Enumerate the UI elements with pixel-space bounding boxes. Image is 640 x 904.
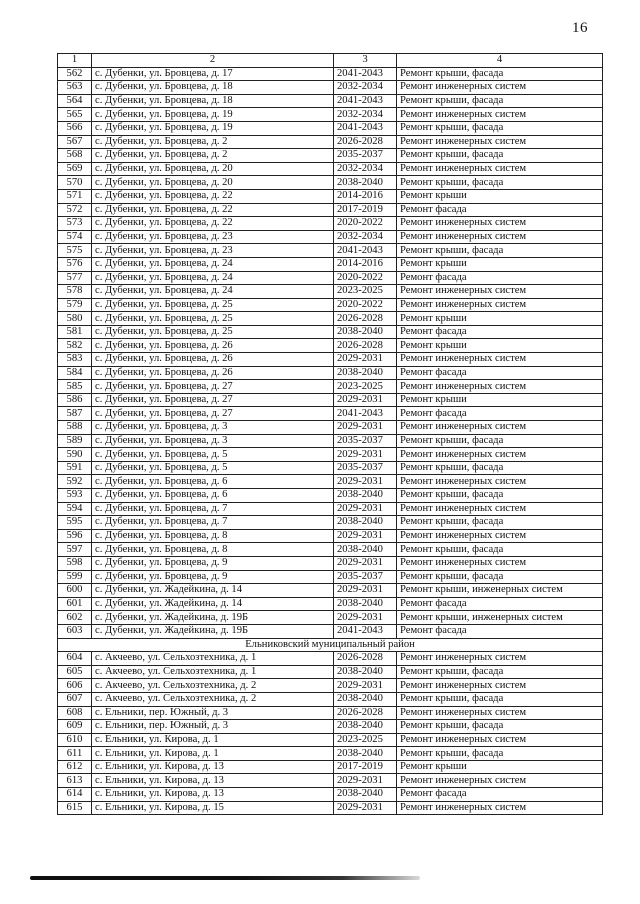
table-row [58, 597, 603, 611]
address-cell: с. Дубенки, ул. Бровцева, д. 26 [92, 366, 334, 380]
work-type-cell: Ремонт инженерных систем [397, 230, 603, 244]
row-number-cell: 576 [58, 257, 92, 271]
table-row [58, 298, 603, 312]
work-type-cell: Ремонт крыши, фасада [397, 489, 603, 503]
address-cell: с. Дубенки, ул. Бровцева, д. 25 [92, 312, 334, 326]
row-number-cell: 607 [58, 692, 92, 706]
table-row [58, 489, 603, 503]
address-cell: с. Дубенки, ул. Бровцева, д. 22 [92, 189, 334, 203]
bottom-rule [30, 876, 420, 880]
row-number-cell: 584 [58, 366, 92, 380]
row-number-cell: 592 [58, 475, 92, 489]
address-cell: с. Дубенки, ул. Бровцева, д. 25 [92, 325, 334, 339]
address-cell: с. Дубенки, ул. Жадейкина, д. 14 [92, 597, 334, 611]
period-cell: 2032-2034 [334, 162, 397, 176]
address-cell: с. Дубенки, ул. Бровцева, д. 25 [92, 298, 334, 312]
row-number-cell: 585 [58, 380, 92, 394]
work-type-cell: Ремонт крыши, фасада [397, 543, 603, 557]
table-row [58, 706, 603, 720]
table-row [58, 584, 603, 598]
address-cell: с. Ельники, пер. Южный, д. 3 [92, 706, 334, 720]
table-row [58, 611, 603, 625]
address-cell: с. Ельники, ул. Кирова, д. 15 [92, 801, 334, 815]
row-number-cell: 573 [58, 217, 92, 231]
row-number-cell: 579 [58, 298, 92, 312]
address-cell: с. Ельники, пер. Южный, д. 3 [92, 720, 334, 734]
table-row [58, 271, 603, 285]
address-cell: с. Дубенки, ул. Бровцева, д. 9 [92, 570, 334, 584]
table-row [58, 325, 603, 339]
row-number-cell: 568 [58, 149, 92, 163]
work-type-cell: Ремонт крыши [397, 760, 603, 774]
row-number-cell: 612 [58, 760, 92, 774]
work-type-cell: Ремонт крыши [397, 189, 603, 203]
table-row [58, 760, 603, 774]
work-type-cell: Ремонт крыши, фасада [397, 461, 603, 475]
work-type-cell: Ремонт фасада [397, 624, 603, 638]
work-type-cell: Ремонт инженерных систем [397, 652, 603, 666]
table-row [58, 339, 603, 353]
period-cell: 2038-2040 [334, 325, 397, 339]
table-row [58, 94, 603, 108]
work-type-cell: Ремонт крыши [397, 312, 603, 326]
period-cell: 2032-2034 [334, 108, 397, 122]
period-cell: 2038-2040 [334, 489, 397, 503]
period-cell: 2035-2037 [334, 434, 397, 448]
row-number-cell: 566 [58, 121, 92, 135]
address-cell: с. Ельники, ул. Кирова, д. 1 [92, 747, 334, 761]
period-cell: 2041-2043 [334, 407, 397, 421]
row-number-cell: 615 [58, 801, 92, 815]
address-cell: с. Дубенки, ул. Бровцева, д. 8 [92, 543, 334, 557]
work-type-cell: Ремонт инженерных систем [397, 448, 603, 462]
table-row [58, 461, 603, 475]
work-type-cell: Ремонт крыши [397, 339, 603, 353]
address-cell: с. Дубенки, ул. Бровцева, д. 7 [92, 516, 334, 530]
row-number-cell: 578 [58, 285, 92, 299]
table-row [58, 366, 603, 380]
work-type-cell: Ремонт крыши [397, 393, 603, 407]
address-cell: с. Акчеево, ул. Сельхозтехника, д. 2 [92, 692, 334, 706]
work-type-cell: Ремонт инженерных систем [397, 679, 603, 693]
period-cell: 2038-2040 [334, 665, 397, 679]
period-cell: 2023-2025 [334, 733, 397, 747]
table-row [58, 244, 603, 258]
section-heading-group [58, 638, 603, 652]
row-number-cell: 588 [58, 421, 92, 435]
row-number-cell: 613 [58, 774, 92, 788]
row-number-cell: 564 [58, 94, 92, 108]
row-number-cell: 570 [58, 176, 92, 190]
period-cell: 2029-2031 [334, 611, 397, 625]
row-number-cell: 605 [58, 665, 92, 679]
table-body-elnikovsky [58, 652, 603, 815]
table-row [58, 81, 603, 95]
table-row [58, 421, 603, 435]
address-cell: с. Дубенки, ул. Бровцева, д. 20 [92, 162, 334, 176]
address-cell: с. Дубенки, ул. Бровцева, д. 6 [92, 489, 334, 503]
row-number-cell: 598 [58, 556, 92, 570]
table-row [58, 556, 603, 570]
address-cell: с. Ельники, ул. Кирова, д. 13 [92, 774, 334, 788]
address-cell: с. Дубенки, ул. Бровцева, д. 20 [92, 176, 334, 190]
period-cell: 2029-2031 [334, 448, 397, 462]
period-cell: 2026-2028 [334, 339, 397, 353]
work-type-cell: Ремонт фасада [397, 271, 603, 285]
row-number-cell: 562 [58, 67, 92, 81]
column-header-3: 3 [334, 54, 397, 68]
work-type-cell: Ремонт инженерных систем [397, 801, 603, 815]
period-cell: 2035-2037 [334, 570, 397, 584]
work-type-cell: Ремонт крыши, фасада [397, 67, 603, 81]
column-header-2: 2 [92, 54, 334, 68]
row-number-cell: 597 [58, 543, 92, 557]
address-cell: с. Дубенки, ул. Бровцева, д. 27 [92, 380, 334, 394]
table-row [58, 285, 603, 299]
address-cell: с. Дубенки, ул. Бровцева, д. 19 [92, 108, 334, 122]
address-cell: с. Дубенки, ул. Бровцева, д. 5 [92, 461, 334, 475]
work-type-cell: Ремонт фасада [397, 366, 603, 380]
page-number: 16 [572, 20, 588, 36]
table-row [58, 624, 603, 638]
table-row [58, 570, 603, 584]
row-number-cell: 606 [58, 679, 92, 693]
period-cell: 2023-2025 [334, 285, 397, 299]
work-type-cell: Ремонт фасада [397, 788, 603, 802]
work-type-cell: Ремонт инженерных систем [397, 217, 603, 231]
table-row [58, 475, 603, 489]
work-type-cell: Ремонт инженерных систем [397, 706, 603, 720]
work-type-cell: Ремонт инженерных систем [397, 774, 603, 788]
period-cell: 2035-2037 [334, 461, 397, 475]
table-row [58, 162, 603, 176]
address-cell: с. Дубенки, ул. Бровцева, д. 6 [92, 475, 334, 489]
period-cell: 2026-2028 [334, 135, 397, 149]
table-row [58, 121, 603, 135]
row-number-cell: 587 [58, 407, 92, 421]
row-number-cell: 589 [58, 434, 92, 448]
table-row [58, 312, 603, 326]
table-row [58, 774, 603, 788]
row-number-cell: 574 [58, 230, 92, 244]
address-cell: с. Дубенки, ул. Бровцева, д. 24 [92, 257, 334, 271]
work-type-cell: Ремонт инженерных систем [397, 353, 603, 367]
row-number-cell: 577 [58, 271, 92, 285]
period-cell: 2041-2043 [334, 121, 397, 135]
table-row [58, 203, 603, 217]
row-number-cell: 601 [58, 597, 92, 611]
address-cell: с. Дубенки, ул. Бровцева, д. 9 [92, 556, 334, 570]
work-type-cell: Ремонт фасада [397, 407, 603, 421]
row-number-cell: 610 [58, 733, 92, 747]
address-cell: с. Дубенки, ул. Бровцева, д. 3 [92, 434, 334, 448]
table-row [58, 529, 603, 543]
period-cell: 2029-2031 [334, 502, 397, 516]
row-number-cell: 572 [58, 203, 92, 217]
table-row [58, 217, 603, 231]
section-title: Ельниковский муниципальный район [58, 638, 603, 652]
address-cell: с. Дубенки, ул. Жадейкина, д. 19Б [92, 611, 334, 625]
section-row [58, 638, 603, 652]
address-cell: с. Дубенки, ул. Жадейкина, д. 19Б [92, 624, 334, 638]
address-cell: с. Дубенки, ул. Бровцева, д. 18 [92, 81, 334, 95]
table-row [58, 720, 603, 734]
table-row [58, 733, 603, 747]
row-number-cell: 595 [58, 516, 92, 530]
table-row [58, 176, 603, 190]
address-cell: с. Дубенки, ул. Бровцева, д. 27 [92, 407, 334, 421]
address-cell: с. Акчеево, ул. Сельхозтехника, д. 1 [92, 665, 334, 679]
period-cell: 2020-2022 [334, 217, 397, 231]
period-cell: 2017-2019 [334, 203, 397, 217]
table-row [58, 543, 603, 557]
work-type-cell: Ремонт крыши, фасада [397, 720, 603, 734]
table-row [58, 189, 603, 203]
address-cell: с. Ельники, ул. Кирова, д. 1 [92, 733, 334, 747]
period-cell: 2038-2040 [334, 747, 397, 761]
period-cell: 2014-2016 [334, 189, 397, 203]
work-type-cell: Ремонт крыши, инженерных систем [397, 584, 603, 598]
period-cell: 2029-2031 [334, 679, 397, 693]
row-number-cell: 571 [58, 189, 92, 203]
period-cell: 2041-2043 [334, 67, 397, 81]
work-type-cell: Ремонт инженерных систем [397, 380, 603, 394]
period-cell: 2014-2016 [334, 257, 397, 271]
table-row [58, 652, 603, 666]
table-row [58, 230, 603, 244]
period-cell: 2029-2031 [334, 421, 397, 435]
work-type-cell: Ремонт крыши, фасада [397, 665, 603, 679]
table-row [58, 257, 603, 271]
work-type-cell: Ремонт крыши, фасада [397, 747, 603, 761]
address-cell: с. Дубенки, ул. Бровцева, д. 22 [92, 217, 334, 231]
period-cell: 2038-2040 [334, 366, 397, 380]
period-cell: 2017-2019 [334, 760, 397, 774]
work-type-cell: Ремонт инженерных систем [397, 81, 603, 95]
work-type-cell: Ремонт инженерных систем [397, 556, 603, 570]
work-type-cell: Ремонт инженерных систем [397, 529, 603, 543]
work-type-cell: Ремонт фасада [397, 325, 603, 339]
period-cell: 2029-2031 [334, 774, 397, 788]
table-row [58, 516, 603, 530]
repair-schedule-table [57, 53, 603, 815]
address-cell: с. Дубенки, ул. Бровцева, д. 19 [92, 121, 334, 135]
row-number-cell: 596 [58, 529, 92, 543]
work-type-cell: Ремонт инженерных систем [397, 502, 603, 516]
table-row [58, 502, 603, 516]
work-type-cell: Ремонт крыши, инженерных систем [397, 611, 603, 625]
table-row [58, 679, 603, 693]
work-type-cell: Ремонт инженерных систем [397, 421, 603, 435]
address-cell: с. Дубенки, ул. Бровцева, д. 24 [92, 271, 334, 285]
address-cell: с. Дубенки, ул. Бровцева, д. 3 [92, 421, 334, 435]
period-cell: 2029-2031 [334, 393, 397, 407]
address-cell: с. Дубенки, ул. Бровцева, д. 22 [92, 203, 334, 217]
row-number-cell: 580 [58, 312, 92, 326]
address-cell: с. Дубенки, ул. Бровцева, д. 2 [92, 135, 334, 149]
period-cell: 2038-2040 [334, 543, 397, 557]
row-number-cell: 563 [58, 81, 92, 95]
row-number-cell: 575 [58, 244, 92, 258]
address-cell: с. Акчеево, ул. Сельхозтехника, д. 1 [92, 652, 334, 666]
table-row [58, 665, 603, 679]
table-row [58, 448, 603, 462]
row-number-cell: 614 [58, 788, 92, 802]
work-type-cell: Ремонт фасада [397, 203, 603, 217]
row-number-cell: 611 [58, 747, 92, 761]
period-cell: 2029-2031 [334, 584, 397, 598]
period-cell: 2029-2031 [334, 475, 397, 489]
period-cell: 2038-2040 [334, 692, 397, 706]
address-cell: с. Дубенки, ул. Бровцева, д. 5 [92, 448, 334, 462]
column-header-4: 4 [397, 54, 603, 68]
row-number-cell: 600 [58, 584, 92, 598]
address-cell: с. Дубенки, ул. Бровцева, д. 23 [92, 244, 334, 258]
table-row [58, 149, 603, 163]
table-row [58, 407, 603, 421]
work-type-cell: Ремонт инженерных систем [397, 285, 603, 299]
address-cell: с. Дубенки, ул. Бровцева, д. 23 [92, 230, 334, 244]
work-type-cell: Ремонт инженерных систем [397, 108, 603, 122]
row-number-cell: 590 [58, 448, 92, 462]
work-type-cell: Ремонт инженерных систем [397, 135, 603, 149]
work-type-cell: Ремонт крыши, фасада [397, 149, 603, 163]
period-cell: 2029-2031 [334, 353, 397, 367]
work-type-cell: Ремонт крыши, фасада [397, 692, 603, 706]
work-type-cell: Ремонт крыши, фасада [397, 121, 603, 135]
row-number-cell: 604 [58, 652, 92, 666]
address-cell: с. Дубенки, ул. Жадейкина, д. 14 [92, 584, 334, 598]
period-cell: 2029-2031 [334, 556, 397, 570]
period-cell: 2029-2031 [334, 801, 397, 815]
table-row [58, 801, 603, 815]
table-row [58, 747, 603, 761]
period-cell: 2020-2022 [334, 298, 397, 312]
work-type-cell: Ремонт крыши, фасада [397, 244, 603, 258]
work-type-cell: Ремонт инженерных систем [397, 475, 603, 489]
row-number-cell: 569 [58, 162, 92, 176]
address-cell: с. Дубенки, ул. Бровцева, д. 26 [92, 339, 334, 353]
period-cell: 2038-2040 [334, 720, 397, 734]
table-header [58, 54, 603, 68]
row-number-cell: 602 [58, 611, 92, 625]
period-cell: 2026-2028 [334, 652, 397, 666]
address-cell: с. Дубенки, ул. Бровцева, д. 8 [92, 529, 334, 543]
period-cell: 2038-2040 [334, 597, 397, 611]
address-cell: с. Дубенки, ул. Бровцева, д. 27 [92, 393, 334, 407]
period-cell: 2026-2028 [334, 706, 397, 720]
address-cell: с. Дубенки, ул. Бровцева, д. 26 [92, 353, 334, 367]
address-cell: с. Дубенки, ул. Бровцева, д. 7 [92, 502, 334, 516]
table-row [58, 434, 603, 448]
period-cell: 2026-2028 [334, 312, 397, 326]
work-type-cell: Ремонт крыши, фасада [397, 434, 603, 448]
period-cell: 2023-2025 [334, 380, 397, 394]
address-cell: с. Ельники, ул. Кирова, д. 13 [92, 788, 334, 802]
row-number-cell: 581 [58, 325, 92, 339]
row-number-cell: 565 [58, 108, 92, 122]
period-cell: 2038-2040 [334, 788, 397, 802]
work-type-cell: Ремонт крыши [397, 257, 603, 271]
table-body-dubenki [58, 67, 603, 638]
work-type-cell: Ремонт крыши, фасада [397, 516, 603, 530]
table-row [58, 788, 603, 802]
period-cell: 2020-2022 [334, 271, 397, 285]
table-row [58, 108, 603, 122]
address-cell: с. Дубенки, ул. Бровцева, д. 24 [92, 285, 334, 299]
row-number-cell: 583 [58, 353, 92, 367]
table-row [58, 380, 603, 394]
work-type-cell: Ремонт фасада [397, 597, 603, 611]
work-type-cell: Ремонт инженерных систем [397, 298, 603, 312]
period-cell: 2038-2040 [334, 176, 397, 190]
work-type-cell: Ремонт крыши, фасада [397, 176, 603, 190]
work-type-cell: Ремонт инженерных систем [397, 162, 603, 176]
address-cell: с. Дубенки, ул. Бровцева, д. 18 [92, 94, 334, 108]
work-type-cell: Ремонт инженерных систем [397, 733, 603, 747]
row-number-cell: 594 [58, 502, 92, 516]
period-cell: 2032-2034 [334, 230, 397, 244]
address-cell: с. Ельники, ул. Кирова, д. 13 [92, 760, 334, 774]
row-number-cell: 593 [58, 489, 92, 503]
row-number-cell: 586 [58, 393, 92, 407]
table-row [58, 135, 603, 149]
period-cell: 2041-2043 [334, 624, 397, 638]
address-cell: с. Дубенки, ул. Бровцева, д. 17 [92, 67, 334, 81]
row-number-cell: 599 [58, 570, 92, 584]
row-number-cell: 608 [58, 706, 92, 720]
row-number-cell: 567 [58, 135, 92, 149]
period-cell: 2041-2043 [334, 94, 397, 108]
period-cell: 2035-2037 [334, 149, 397, 163]
period-cell: 2041-2043 [334, 244, 397, 258]
address-cell: с. Дубенки, ул. Бровцева, д. 2 [92, 149, 334, 163]
row-number-cell: 603 [58, 624, 92, 638]
table-row [58, 692, 603, 706]
work-type-cell: Ремонт крыши, фасада [397, 94, 603, 108]
row-number-cell: 582 [58, 339, 92, 353]
column-header-1: 1 [58, 54, 92, 68]
table-row [58, 67, 603, 81]
table-row [58, 353, 603, 367]
row-number-cell: 591 [58, 461, 92, 475]
period-cell: 2038-2040 [334, 516, 397, 530]
row-number-cell: 609 [58, 720, 92, 734]
period-cell: 2032-2034 [334, 81, 397, 95]
header-row [58, 54, 603, 68]
table-row [58, 393, 603, 407]
work-type-cell: Ремонт крыши, фасада [397, 570, 603, 584]
period-cell: 2029-2031 [334, 529, 397, 543]
address-cell: с. Акчеево, ул. Сельхозтехника, д. 2 [92, 679, 334, 693]
